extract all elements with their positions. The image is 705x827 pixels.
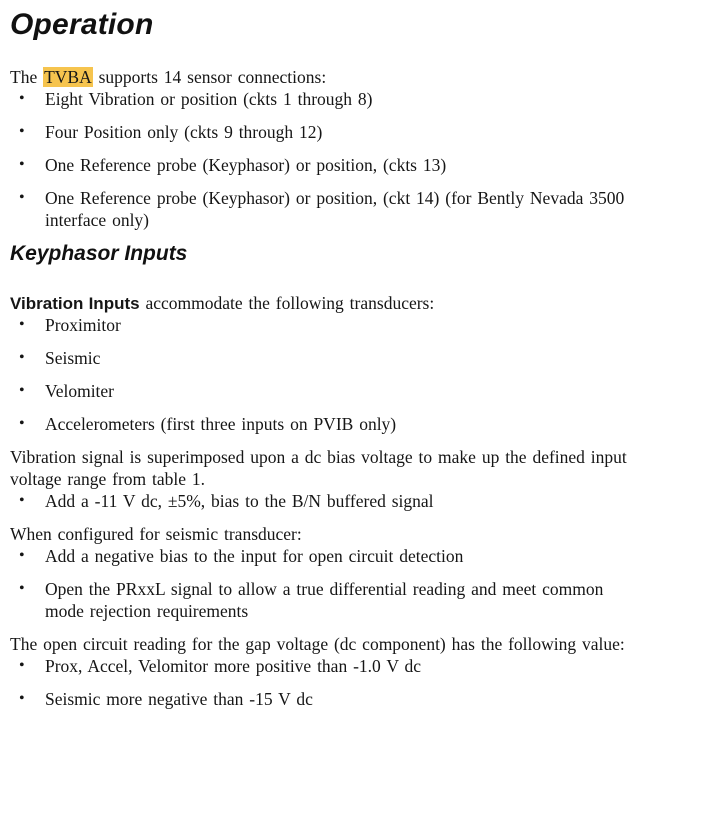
list-item-text xyxy=(45,413,697,435)
list-item-text xyxy=(45,154,697,176)
open-circuit-intro-paragraph: The open circuit reading for the gap voltage (dc component) has the following value: xyxy=(10,634,625,654)
list-item xyxy=(10,187,697,231)
bullet-icon: • xyxy=(19,123,25,140)
list-item xyxy=(10,347,697,369)
list-item-text xyxy=(45,380,697,402)
signal-paragraph xyxy=(10,446,697,490)
list-item-line: Add a negative bias to the input for open circuit detection xyxy=(45,546,464,566)
list-item-text xyxy=(45,545,697,567)
list-item xyxy=(10,413,697,435)
seismic-intro-paragraph: When configured for seismic transducer: xyxy=(10,524,302,544)
list-item-line: One Reference probe (Keyphasor) or position, (ckts 13) xyxy=(45,155,447,175)
bullet-icon: • xyxy=(19,547,25,564)
list-item-text xyxy=(45,187,697,231)
bullet-icon: • xyxy=(19,316,25,333)
list-item-line: Eight Vibration or position (ckts 1 through 8) xyxy=(45,89,373,109)
list-item-text xyxy=(45,578,697,622)
list-item-line: Prox, Accel, Velomitor more positive than -1.0 V dc xyxy=(45,656,422,676)
list-item-line: Accelerometers (first three inputs on PVIB only) xyxy=(45,414,397,434)
list-item-text xyxy=(45,655,697,677)
paragraph-line: Vibration signal is superimposed upon a dc bias voltage to make up the defined input xyxy=(10,447,627,467)
bullet-icon: • xyxy=(19,189,25,206)
list-item-line: Add a -11 V dc, ±5%, bias to the B/N buffered signal xyxy=(45,491,434,511)
intro-text-pre: The xyxy=(10,67,44,87)
page-title: Operation xyxy=(10,8,154,41)
list-item xyxy=(10,121,697,143)
list-item-line: Open the PRxxL signal to allow a true differential reading and meet common xyxy=(45,579,604,599)
bullet-icon: • xyxy=(19,349,25,366)
bullet-icon: • xyxy=(19,156,25,173)
list-item xyxy=(10,578,697,622)
paragraph-line: voltage range from table 1. xyxy=(10,469,206,489)
vibration-inputs-text: accommodate the following transducers: xyxy=(139,293,435,313)
bullet-icon: • xyxy=(19,415,25,432)
list-item-line: Proximitor xyxy=(45,315,121,335)
bullet-icon: • xyxy=(19,690,25,707)
bias-list xyxy=(10,490,697,512)
list-item-text xyxy=(45,121,697,143)
list-item-line: interface only) xyxy=(45,210,150,230)
bullet-icon: • xyxy=(19,492,25,509)
seismic-config-list xyxy=(10,545,697,622)
bullet-icon: • xyxy=(19,382,25,399)
section-heading-keyphasor-inputs: Keyphasor Inputs xyxy=(10,242,188,265)
sensor-connections-list xyxy=(10,88,697,231)
list-item-line: Velomiter xyxy=(45,381,115,401)
vibration-inputs-label: Vibration Inputs xyxy=(10,294,140,313)
highlighted-term-tvba: TVBA xyxy=(44,67,92,87)
bullet-icon: • xyxy=(19,657,25,674)
list-item-text xyxy=(45,347,697,369)
list-item-line: Four Position only (ckts 9 through 12) xyxy=(45,122,323,142)
list-item xyxy=(10,88,697,110)
list-item-text xyxy=(45,688,697,710)
list-item-text xyxy=(45,314,697,336)
bullet-icon: • xyxy=(19,580,25,597)
list-item-text xyxy=(45,88,697,110)
list-item-line: mode rejection requirements xyxy=(45,601,249,621)
transducers-list xyxy=(10,314,697,435)
list-item-text xyxy=(45,490,697,512)
vibration-inputs-paragraph xyxy=(10,292,697,314)
open-circuit-values-list xyxy=(10,655,697,710)
intro-paragraph xyxy=(10,66,697,88)
list-item xyxy=(10,314,697,336)
list-item-line: Seismic more negative than -15 V dc xyxy=(45,689,313,709)
intro-text-post: supports 14 sensor connections: xyxy=(92,67,327,87)
list-item-line: One Reference probe (Keyphasor) or position, (ckt 14) (for Bently Nevada 3500 xyxy=(45,188,625,208)
list-item xyxy=(10,380,697,402)
bullet-icon: • xyxy=(19,90,25,107)
list-item xyxy=(10,688,697,710)
list-item-line: Seismic xyxy=(45,348,101,368)
list-item xyxy=(10,545,697,567)
list-item xyxy=(10,154,697,176)
list-item xyxy=(10,490,697,512)
list-item xyxy=(10,655,697,677)
